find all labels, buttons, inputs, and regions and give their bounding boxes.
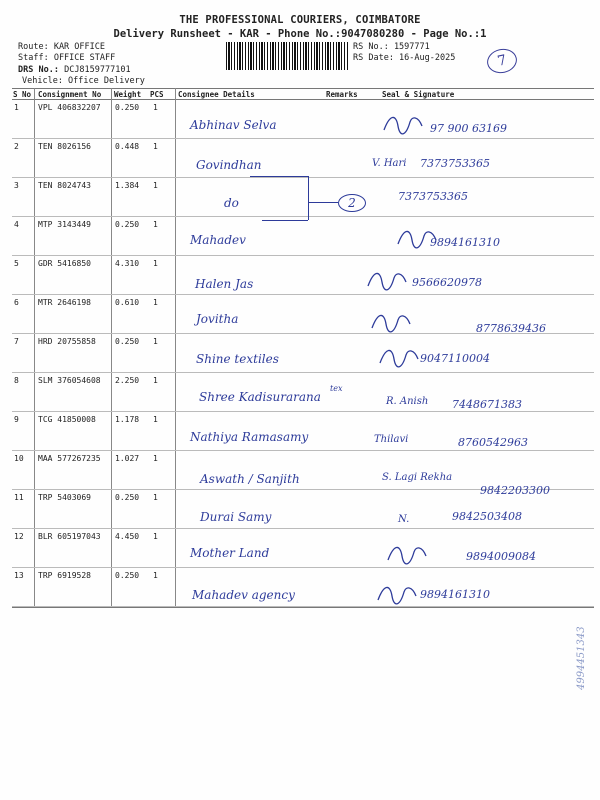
runsheet-subtitle: Delivery Runsheet - KAR - Phone No.:9047080280 - Page No.:1 bbox=[113, 28, 487, 40]
drs-number bbox=[18, 65, 131, 76]
row-weight: 0.610 bbox=[115, 298, 140, 307]
table-top-rule bbox=[12, 88, 594, 89]
row-sno: 9 bbox=[14, 415, 19, 424]
row-phone-handwritten: 9047110004 bbox=[420, 352, 490, 365]
row-phone-handwritten: 9842503408 bbox=[452, 510, 522, 523]
bracket-circled-mark: 2 bbox=[338, 194, 366, 212]
row-weight: 1.027 bbox=[115, 454, 140, 463]
row-weight: 4.450 bbox=[115, 532, 140, 541]
bracket-top bbox=[250, 176, 308, 177]
row-divider bbox=[12, 372, 594, 373]
rs-number: RS No.: 1597771 bbox=[353, 42, 430, 52]
signature-scribble bbox=[370, 310, 414, 336]
row-pcs: 1 bbox=[153, 103, 158, 112]
col-header-consignment: Consignment No bbox=[38, 90, 102, 99]
row-weight: 1.384 bbox=[115, 181, 140, 190]
row-consignee-extra: tex bbox=[330, 384, 343, 393]
table-header-rule bbox=[12, 99, 594, 100]
row-phone-handwritten: 8760542963 bbox=[458, 436, 528, 449]
drs-value: DCJ8159777101 bbox=[64, 65, 131, 75]
row-sno: 10 bbox=[14, 454, 24, 463]
signature-scribble bbox=[378, 345, 422, 371]
row-phone-handwritten: 9566620978 bbox=[412, 276, 482, 289]
row-consignee-handwritten: Govindhan bbox=[196, 158, 262, 172]
col-header-pcs: PCS bbox=[150, 90, 164, 99]
row-weight: 0.250 bbox=[115, 493, 140, 502]
row-consignee-handwritten: Shree Kadisurarana bbox=[199, 390, 321, 404]
row-divider bbox=[12, 138, 594, 139]
row-pcs: 1 bbox=[153, 181, 158, 190]
row-sno: 1 bbox=[14, 103, 19, 112]
row-sno: 4 bbox=[14, 220, 19, 229]
row-weight: 0.448 bbox=[115, 142, 140, 151]
row-consignment-no: SLM 376054608 bbox=[38, 376, 101, 385]
row-divider bbox=[12, 567, 594, 568]
row-consignee-handwritten: Halen Jas bbox=[195, 277, 254, 291]
row-signature-text: Thilavi bbox=[374, 434, 409, 445]
row-sno: 3 bbox=[14, 181, 19, 190]
signature-scribble bbox=[396, 226, 440, 252]
signature-scribble bbox=[376, 582, 420, 608]
row-consignment-no: MAA 577267235 bbox=[38, 454, 101, 463]
row-divider bbox=[12, 450, 594, 451]
row-pcs: 1 bbox=[153, 337, 158, 346]
row-phone-handwritten: 9894161310 bbox=[420, 588, 490, 601]
row-consignment-no: MTP 3143449 bbox=[38, 220, 91, 229]
margin-handwritten-note: 4994451343 bbox=[576, 626, 587, 690]
row-consignee-handwritten: Nathiya Ramasamy bbox=[190, 430, 309, 444]
col-divider bbox=[175, 88, 176, 608]
col-divider bbox=[111, 88, 112, 608]
col-header-sno: S No bbox=[13, 90, 32, 99]
row-sno: 7 bbox=[14, 337, 19, 346]
route-label: Route: KAR OFFICE bbox=[18, 42, 105, 52]
row-pcs: 1 bbox=[153, 298, 158, 307]
circled-page-mark: 7 bbox=[485, 46, 519, 76]
row-consignment-no: BLR 605197043 bbox=[38, 532, 101, 541]
row-pcs: 1 bbox=[153, 493, 158, 502]
row-pcs: 1 bbox=[153, 220, 158, 229]
row-weight: 0.250 bbox=[115, 220, 140, 229]
col-header-signature: Seal & Signature bbox=[382, 90, 455, 99]
row-phone-handwritten: 7448671383 bbox=[452, 398, 522, 411]
row-pcs: 1 bbox=[153, 532, 158, 541]
row-pcs: 1 bbox=[153, 571, 158, 580]
col-divider bbox=[34, 88, 35, 608]
drs-label: DRS No.: bbox=[18, 65, 59, 75]
row-phone-handwritten: 7373753365 bbox=[420, 157, 490, 170]
barcode-image bbox=[226, 42, 348, 70]
row-phone-handwritten: 9894009084 bbox=[466, 550, 536, 563]
row-sno: 8 bbox=[14, 376, 19, 385]
row-pcs: 1 bbox=[153, 376, 158, 385]
row-consignment-no: GDR 5416850 bbox=[38, 259, 91, 268]
signature-scribble bbox=[366, 268, 410, 294]
row-weight: 1.178 bbox=[115, 415, 140, 424]
row-phone-handwritten: 7373753365 bbox=[398, 190, 468, 203]
row-weight: 0.250 bbox=[115, 337, 140, 346]
row-consignment-no: TEN 8024743 bbox=[38, 181, 91, 190]
row-weight: 0.250 bbox=[115, 103, 140, 112]
col-header-weight: Weight bbox=[114, 90, 142, 99]
row-consignee-handwritten: Durai Samy bbox=[200, 510, 272, 524]
row-consignee-handwritten: Aswath / Sanjith bbox=[200, 472, 300, 486]
row-divider bbox=[12, 528, 594, 529]
signature-scribble bbox=[382, 112, 426, 138]
vehicle-label: Vehicle: Office Delivery bbox=[22, 76, 145, 86]
row-phone-handwritten: 9842203300 bbox=[480, 484, 550, 497]
row-signature-text: S. Lagi Rekha bbox=[382, 472, 453, 483]
row-consignee-handwritten: Mahadev bbox=[190, 233, 246, 247]
row-divider bbox=[12, 411, 594, 412]
row-signature-text: V. Hari bbox=[372, 158, 407, 169]
row-consignee-handwritten: do bbox=[224, 196, 239, 210]
row-consignment-no: TRP 6919528 bbox=[38, 571, 91, 580]
row-divider bbox=[12, 177, 594, 178]
row-sno: 2 bbox=[14, 142, 19, 151]
row-sno: 12 bbox=[14, 532, 24, 541]
signature-scribble bbox=[386, 542, 430, 568]
row-consignment-no: TCG 41850008 bbox=[38, 415, 96, 424]
row-phone-handwritten: 97 900 63169 bbox=[430, 122, 507, 135]
row-sno: 13 bbox=[14, 571, 24, 580]
row-consignee-handwritten: Abhinav Selva bbox=[190, 118, 277, 132]
row-divider bbox=[12, 255, 594, 256]
row-signature-text: R. Anish bbox=[386, 396, 429, 407]
rs-date: RS Date: 16-Aug-2025 bbox=[353, 53, 456, 63]
row-phone-handwritten: 8778639436 bbox=[476, 322, 546, 335]
bracket-bottom bbox=[262, 220, 308, 221]
row-pcs: 1 bbox=[153, 415, 158, 424]
row-consignee-handwritten: Mahadev agency bbox=[192, 588, 295, 602]
row-consignment-no: TRP 5403069 bbox=[38, 493, 91, 502]
row-sno: 5 bbox=[14, 259, 19, 268]
row-weight: 2.250 bbox=[115, 376, 140, 385]
row-consignee-handwritten: Jovitha bbox=[196, 312, 239, 326]
col-header-consignee: Consignee Details bbox=[178, 90, 255, 99]
row-phone-handwritten: 9894161310 bbox=[430, 236, 500, 249]
row-consignee-handwritten: Mother Land bbox=[190, 546, 270, 560]
company-title: THE PROFESSIONAL COURIERS, COIMBATORE bbox=[179, 14, 421, 26]
staff-label: Staff: OFFICE STAFF bbox=[18, 53, 116, 63]
row-pcs: 1 bbox=[153, 142, 158, 151]
row-sno: 11 bbox=[14, 493, 24, 502]
row-divider bbox=[12, 294, 594, 295]
row-divider bbox=[12, 216, 594, 217]
table-bottom-rule bbox=[12, 607, 594, 608]
row-signature-text: N. bbox=[398, 514, 410, 525]
row-sno: 6 bbox=[14, 298, 19, 307]
col-header-remarks: Remarks bbox=[326, 90, 358, 99]
row-consignment-no: MTR 2646198 bbox=[38, 298, 91, 307]
row-pcs: 1 bbox=[153, 259, 158, 268]
row-weight: 4.310 bbox=[115, 259, 140, 268]
row-consignment-no: TEN 8026156 bbox=[38, 142, 91, 151]
row-pcs: 1 bbox=[153, 454, 158, 463]
bracket-vertical bbox=[308, 176, 309, 220]
row-weight: 0.250 bbox=[115, 571, 140, 580]
bracket-arrow bbox=[308, 202, 338, 203]
row-consignment-no: HRD 20755858 bbox=[38, 337, 96, 346]
row-consignee-handwritten: Shine textiles bbox=[196, 352, 279, 366]
row-consignment-no: VPL 406832207 bbox=[38, 103, 101, 112]
